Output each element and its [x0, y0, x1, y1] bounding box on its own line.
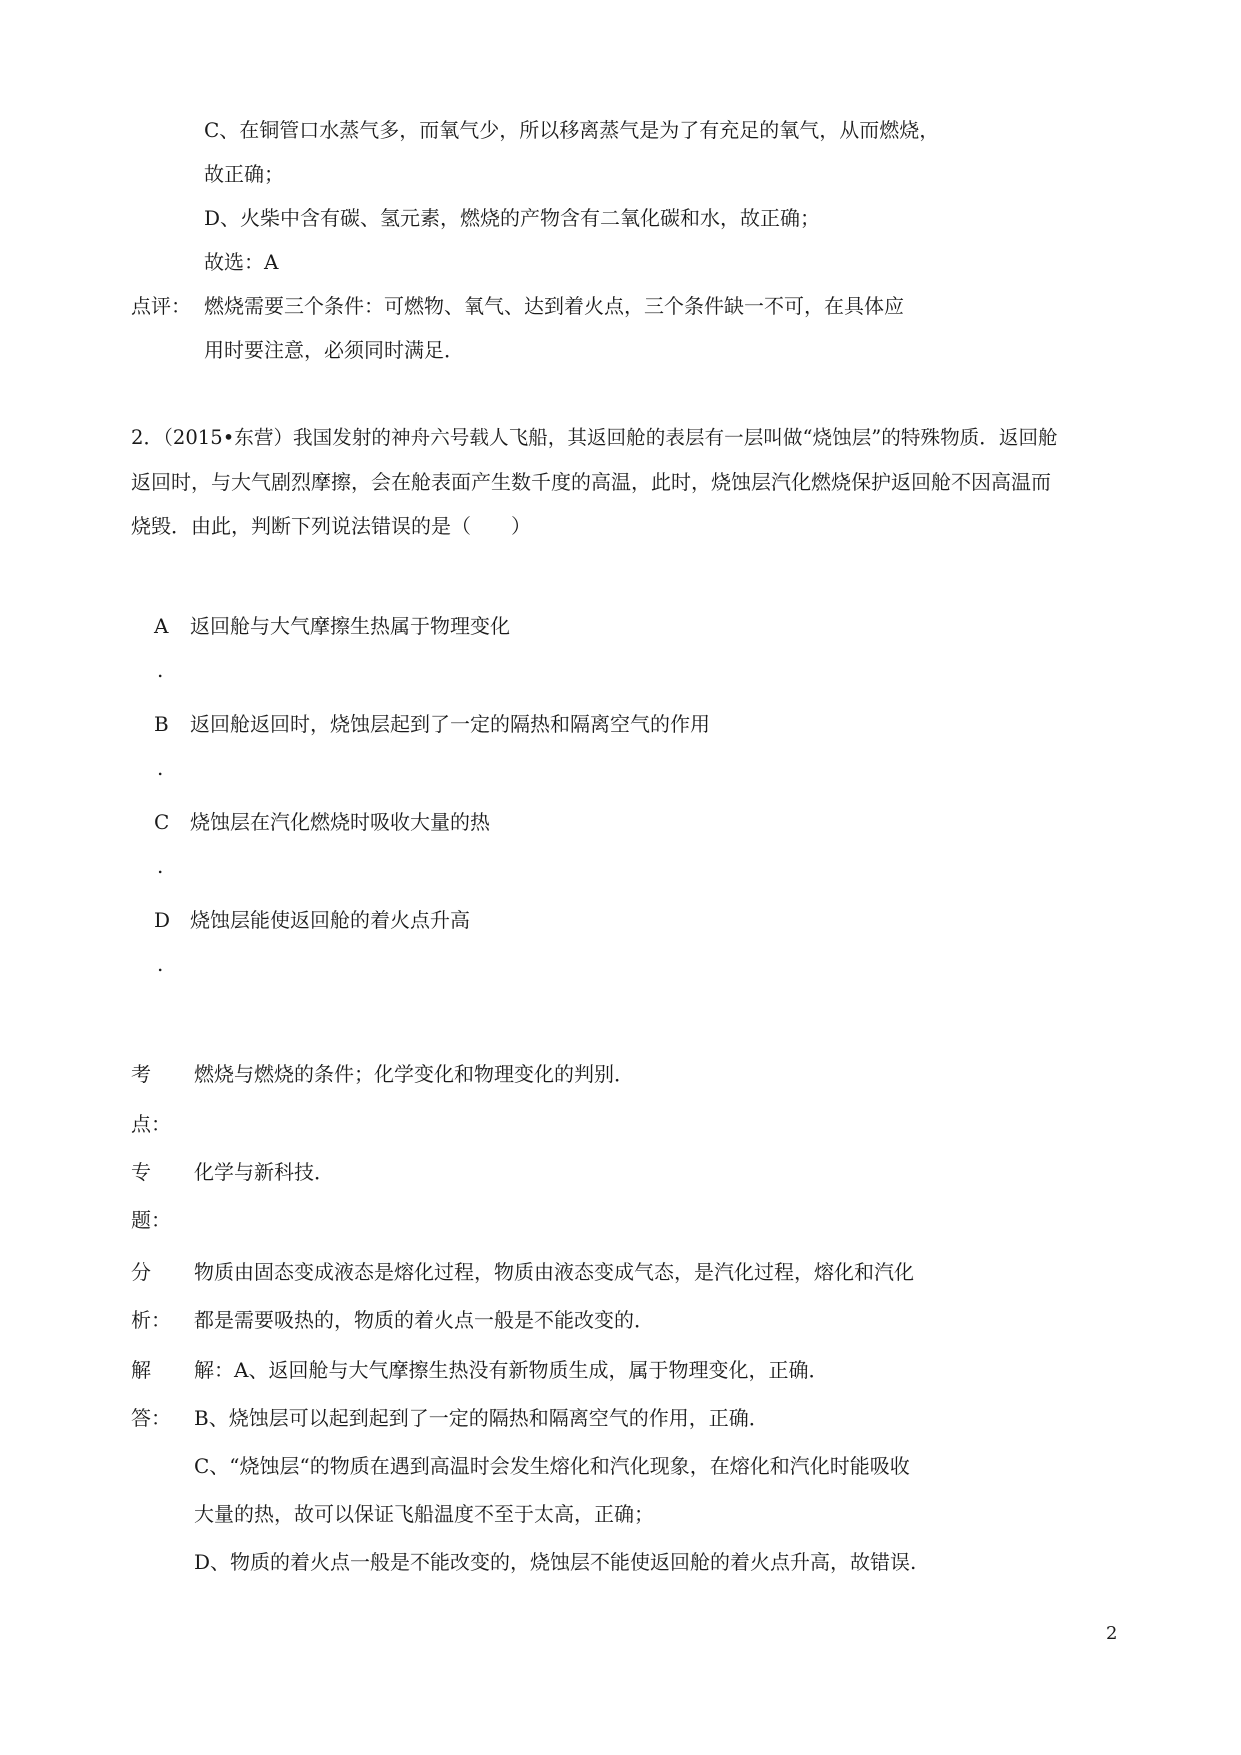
prev-option-c-line2: 故正确； — [204, 162, 284, 186]
question-stem-line1: 2．（2015•东营）我国发射的神舟六号载人飞船，其返回舱的表层有一层叫做“烧蚀层”的特殊物质．返回舱 — [131, 426, 1058, 449]
option-c-letter: C — [154, 810, 170, 834]
fenxi-line1: 物质由固态变成液态是熔化过程，物质由液态变成气态，是汽化过程，熔化和汽化 — [194, 1260, 914, 1284]
jieda-line: C、“烧蚀层“的物质在遇到高温时会发生熔化和汽化现象，在熔化和汽化时能吸收 — [194, 1454, 910, 1478]
prev-option-d-line: D、火柴中含有碳、氢元素，燃烧的产物含有二氧化碳和水，故正确； — [204, 206, 821, 230]
zhuanti-label-2: 题： — [131, 1208, 171, 1232]
prev-option-c-line1: C、在铜管口水蒸气多，而氧气少，所以移离蒸气是为了有充足的氧气，从而燃烧， — [204, 118, 940, 142]
option-c-text: 烧蚀层在汽化燃烧时吸收大量的热 — [190, 810, 490, 834]
jieda-line: B、烧蚀层可以起到起到了一定的隔热和隔离空气的作用，正确． — [194, 1406, 769, 1430]
option-b-dot: . — [157, 756, 164, 780]
fenxi-label-1: 分 — [131, 1260, 151, 1284]
question-stem-line3: 烧毁．由此，判断下列说法错误的是（ ） — [131, 514, 531, 538]
kaodian-text: 燃烧与燃烧的条件；化学变化和物理变化的判别． — [194, 1062, 634, 1086]
kaodian-label-2: 点： — [131, 1112, 171, 1136]
jieda-label-1: 解 — [131, 1358, 151, 1382]
prev-comment-line1: 燃烧需要三个条件：可燃物、氧气、达到着火点，三个条件缺一不可，在具体应 — [204, 294, 904, 318]
jieda-label-2: 答： — [131, 1406, 171, 1430]
fenxi-line2: 都是需要吸热的，物质的着火点一般是不能改变的． — [194, 1308, 654, 1332]
page-number: 2 — [1106, 1623, 1118, 1644]
option-b-text: 返回舱返回时，烧蚀层起到了一定的隔热和隔离空气的作用 — [190, 712, 710, 736]
jieda-line: 大量的热，故可以保证飞船温度不至于太高，正确； — [194, 1502, 654, 1526]
question-stem-line2: 返回时，与大气剧烈摩擦，会在舱表面产生数千度的高温，此时，烧蚀层汽化燃烧保护返回舱不因高温而 — [131, 470, 1051, 494]
option-d-text: 烧蚀层能使返回舱的着火点升高 — [190, 908, 470, 932]
option-a-text: 返回舱与大气摩擦生热属于物理变化 — [190, 614, 510, 638]
option-d-dot: . — [157, 952, 164, 976]
option-a-letter: A — [154, 614, 169, 638]
option-c-dot: . — [157, 854, 164, 878]
kaodian-label-1: 考 — [131, 1062, 151, 1086]
jieda-line: D、物质的着火点一般是不能改变的，烧蚀层不能使返回舱的着火点升高，故错误. — [194, 1550, 917, 1574]
jieda-line: 解：A、返回舱与大气摩擦生热没有新物质生成，属于物理变化，正确． — [194, 1358, 829, 1382]
prev-comment-label: 点评： — [131, 294, 191, 318]
option-a-dot: . — [157, 658, 164, 682]
prev-comment-line2: 用时要注意，必须同时满足． — [204, 338, 464, 362]
option-d-letter: D — [154, 908, 171, 932]
option-b-letter: B — [154, 712, 169, 736]
prev-answer: 故选：A — [204, 250, 279, 274]
fenxi-label-2: 析： — [131, 1308, 171, 1332]
zhuanti-label-1: 专 — [131, 1160, 151, 1184]
zhuanti-text: 化学与新科技． — [194, 1160, 334, 1184]
